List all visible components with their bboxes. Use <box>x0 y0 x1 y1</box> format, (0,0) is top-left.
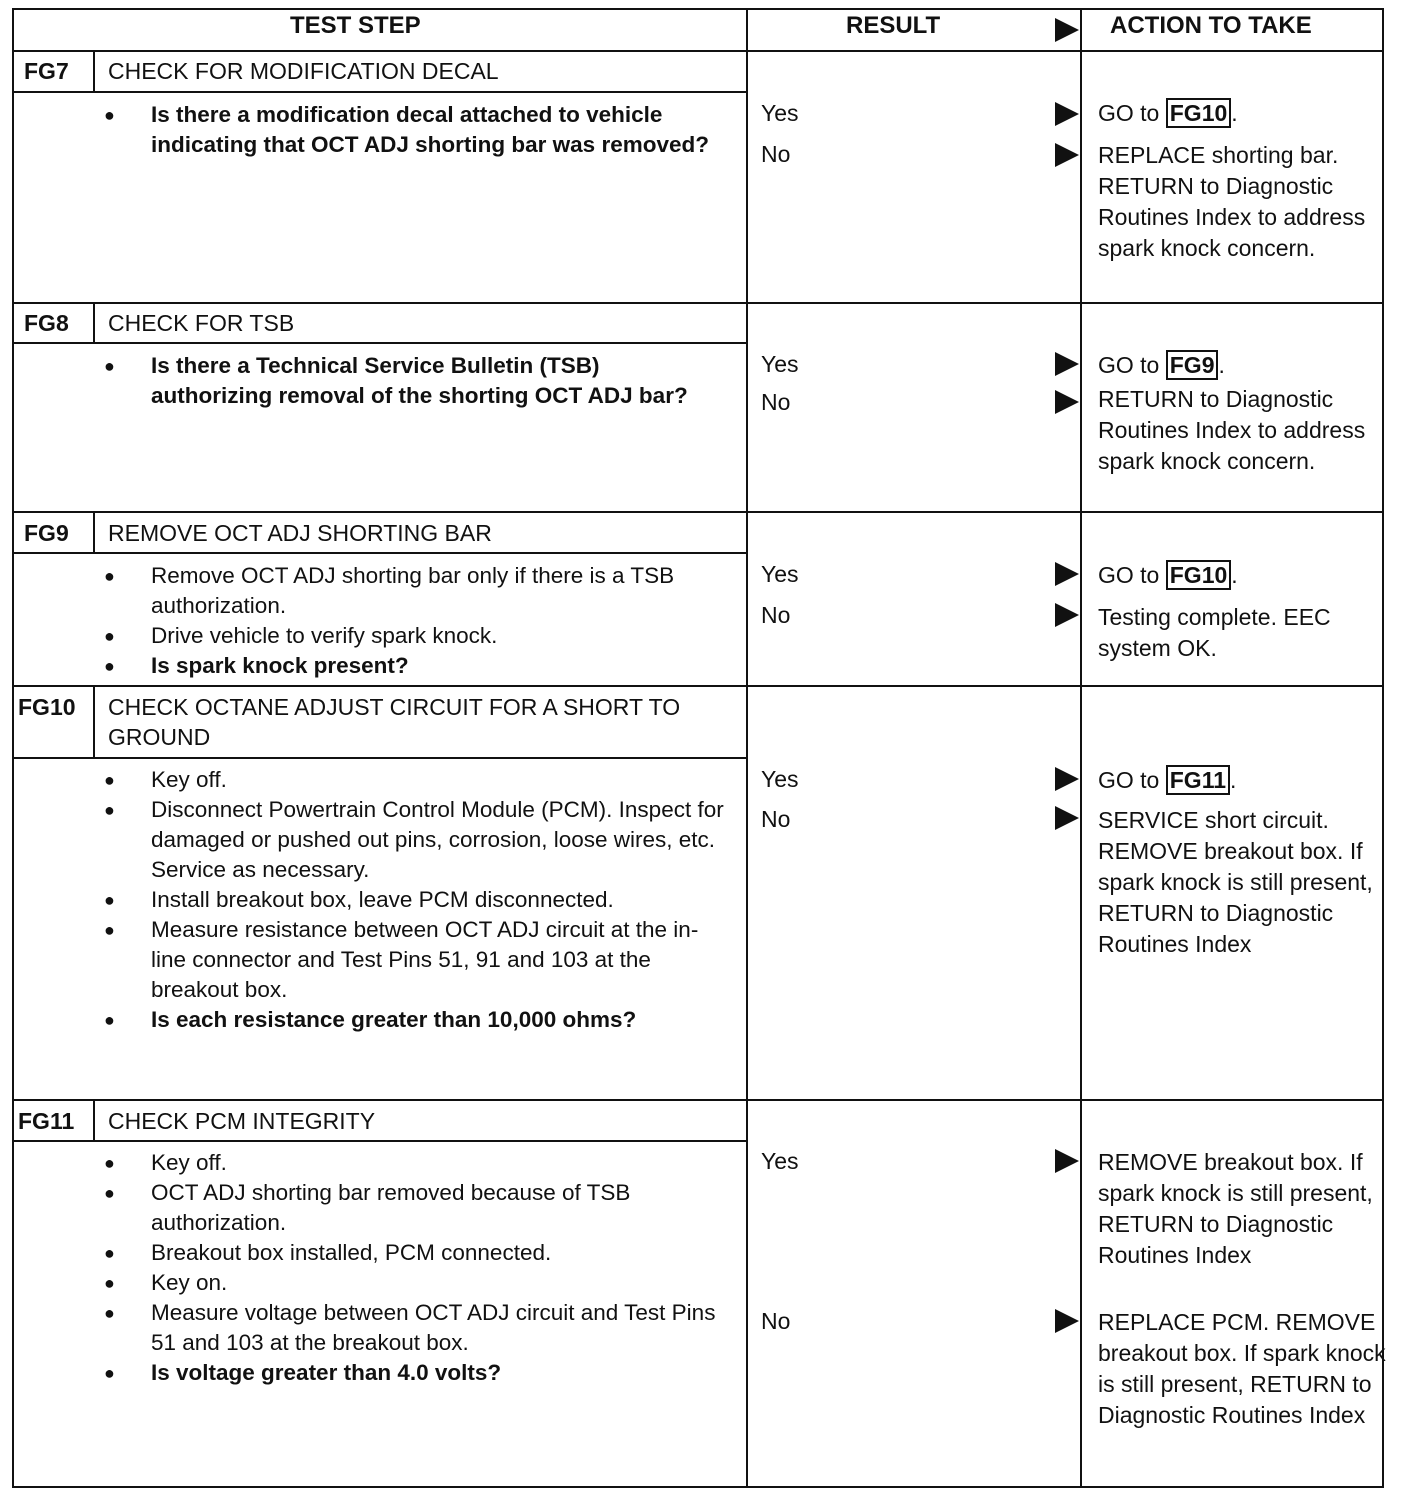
step-separator <box>12 302 1384 304</box>
step-id-divider <box>93 687 95 758</box>
step-bullets <box>104 765 724 1035</box>
step-title: CHECK PCM INTEGRITY <box>108 1108 376 1134</box>
action-yes: GO to FG9 . <box>1098 352 1225 378</box>
arrow-icon <box>1055 102 1079 126</box>
header-rule <box>12 50 1384 52</box>
bullet-item: ● OCT ADJ shorting bar removed because of TSB authorization. <box>104 1178 724 1238</box>
bullet-item: ● Key off. <box>104 765 724 795</box>
step-id: FG8 <box>24 310 69 336</box>
result-yes: Yes <box>761 100 799 126</box>
bullet-item: ● Remove OCT ADJ shorting bar only if there is a TSB authorization. <box>104 561 724 621</box>
bullet-item: ● Key on. <box>104 1268 724 1298</box>
action-yes: REMOVE breakout box. If spark knock is still present, RETURN to Diagnostic Routines Index <box>1098 1149 1373 1268</box>
step-ref[interactable]: FG11 <box>1166 765 1230 795</box>
action-no: RETURN to Diagnostic Routines Index to address spark knock concern. <box>1098 386 1366 474</box>
step-id: FG7 <box>24 58 69 84</box>
action-no: REPLACE PCM. REMOVE breakout box. If spark knock is still present, RETURN to Diagnostic Routines Index <box>1098 1309 1386 1428</box>
result-yes: Yes <box>761 1148 799 1174</box>
bullet-item: ● Drive vehicle to verify spark knock. <box>104 621 724 651</box>
step-id: FG11 <box>18 1108 75 1134</box>
action-no: Testing complete. EEC system OK. <box>1098 604 1331 661</box>
header-result: RESULT <box>846 12 941 39</box>
result-yes: Yes <box>761 766 799 792</box>
step-title: CHECK FOR TSB <box>108 310 295 336</box>
title-underline <box>12 1140 748 1142</box>
bullet-item: ● Measure resistance between OCT ADJ circuit at the in-line connector and Test Pins 51, 91 and 103 at the breakout box. <box>104 915 724 1005</box>
step-bullets <box>104 1148 724 1388</box>
action-yes: GO to FG10 . <box>1098 100 1238 126</box>
result-yes: Yes <box>761 351 799 377</box>
result-no: No <box>761 806 791 832</box>
step-id-divider <box>93 1101 95 1141</box>
action-no: REPLACE shorting bar. RETURN to Diagnostic Routines Index to address spark knock concern. <box>1098 142 1366 261</box>
result-no: No <box>761 389 791 415</box>
step-bullets <box>104 561 724 681</box>
result-no: No <box>761 602 791 628</box>
step-title: CHECK OCTANE ADJUST CIRCUIT FOR A SHORT TO GROUND <box>108 694 681 750</box>
step-separator <box>12 685 1384 687</box>
action-yes: GO to FG11 . <box>1098 767 1237 793</box>
step-bullets <box>104 351 724 411</box>
bullet-item: ● Breakout box installed, PCM connected. <box>104 1238 724 1268</box>
action-yes: GO to FG10 . <box>1098 562 1238 588</box>
step-ref[interactable]: FG9 <box>1166 350 1219 380</box>
bullet-item: ● Measure voltage between OCT ADJ circuit and Test Pins 51 and 103 at the breakout box. <box>104 1298 724 1358</box>
step-id-divider <box>93 52 95 92</box>
step-id: FG10 <box>18 694 76 720</box>
step-separator <box>12 511 1384 513</box>
step-ref[interactable]: FG10 <box>1166 98 1232 128</box>
title-underline <box>12 342 748 344</box>
bullet-item: ● Disconnect Powertrain Control Module (PCM). Inspect for damaged or pushed out pins, corrosion, loose wires, etc. Service as necessary. <box>104 795 724 885</box>
bullet-item: ● Install breakout box, leave PCM disconnected. <box>104 885 724 915</box>
title-underline <box>12 91 748 93</box>
arrow-icon <box>1055 1309 1079 1333</box>
arrow-icon <box>1055 1149 1079 1173</box>
action-no: SERVICE short circuit. REMOVE breakout box. If spark knock is still present, RETURN to Diagnostic Routines Index <box>1098 807 1373 957</box>
header-arrow-icon <box>1055 18 1079 42</box>
bullet-item: ● Key off. <box>104 1148 724 1178</box>
bullet-item: ● Is each resistance greater than 10,000 ohms? <box>104 1005 724 1035</box>
table-left-rule <box>12 8 14 1488</box>
arrow-icon <box>1055 562 1079 586</box>
bullet-item: ● Is spark knock present? <box>104 651 724 681</box>
arrow-icon <box>1055 767 1079 791</box>
arrow-icon <box>1055 603 1079 627</box>
step-bullets <box>104 100 724 160</box>
arrow-icon <box>1055 390 1079 414</box>
bullet-item: ● Is voltage greater than 4.0 volts? <box>104 1358 724 1388</box>
step-ref[interactable]: FG10 <box>1166 560 1232 590</box>
arrow-icon <box>1055 806 1079 830</box>
step-title: CHECK FOR MODIFICATION DECAL <box>108 58 499 84</box>
table-bottom-rule <box>12 1486 1384 1488</box>
title-underline <box>12 757 748 759</box>
result-no: No <box>761 141 791 167</box>
table-top-rule <box>12 8 1384 10</box>
result-yes: Yes <box>761 561 799 587</box>
header-test-step: TEST STEP <box>290 12 421 39</box>
result-no: No <box>761 1308 791 1334</box>
bullet-item: ● Is there a Technical Service Bulletin (TSB) authorizing removal of the shorting OCT ADJ bar? <box>104 351 724 411</box>
step-title: REMOVE OCT ADJ SHORTING BAR <box>108 520 492 546</box>
header-action: ACTION TO TAKE <box>1110 12 1312 39</box>
step-id-divider <box>93 513 95 553</box>
column-divider-action <box>1080 8 1082 1488</box>
arrow-icon <box>1055 143 1079 167</box>
title-underline <box>12 552 748 554</box>
column-divider-result <box>746 8 748 1488</box>
step-id: FG9 <box>24 520 69 546</box>
bullet-item: ● Is there a modification decal attached to vehicle indicating that OCT ADJ shorting bar was removed? <box>104 100 724 160</box>
step-separator <box>12 1099 1384 1101</box>
arrow-icon <box>1055 352 1079 376</box>
step-id-divider <box>93 304 95 344</box>
